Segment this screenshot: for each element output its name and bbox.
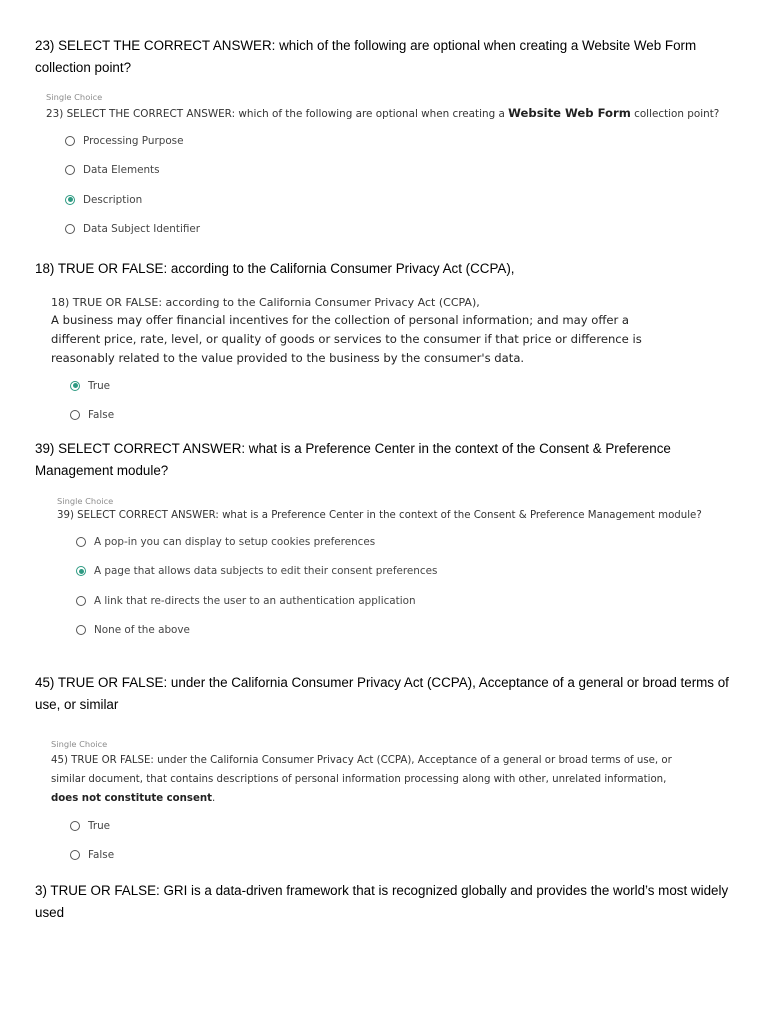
option-link-redirect[interactable] <box>76 586 737 616</box>
question-3-heading: 3) TRUE OR FALSE: GRI is a data-driven framework that is recognized globally and provides the world’s most widely used <box>35 883 729 920</box>
question-23-text: 23) SELECT THE CORRECT ANSWER: which of the following are optional when creating a Website Web Form collection point? <box>46 106 720 120</box>
radio-icon[interactable] <box>76 625 86 635</box>
question-45-heading: 45) TRUE OR FALSE: under the California Consumer Privacy Act (CCPA), Acceptance of a general or broad terms of use, or similar <box>35 675 729 712</box>
question-23-options <box>65 126 736 244</box>
option-data-elements[interactable] <box>65 156 736 186</box>
radio-icon[interactable] <box>65 224 75 234</box>
option-data-subject-identifier[interactable] <box>65 215 736 245</box>
question-39-options <box>76 527 737 645</box>
option-label: True <box>88 819 111 832</box>
radio-selected-icon[interactable] <box>65 195 75 205</box>
question-39-heading: 39) SELECT CORRECT ANSWER: what is a Preference Center in the context of the Consent & Preference Management module? <box>35 441 671 478</box>
option-true[interactable] <box>70 811 691 841</box>
question-39-screenshot <box>57 496 737 645</box>
radio-icon[interactable] <box>70 850 80 860</box>
option-false[interactable] <box>70 841 691 871</box>
single-choice-label: Single Choice <box>57 496 114 506</box>
option-false[interactable] <box>70 401 681 431</box>
option-label: False <box>88 409 115 422</box>
radio-icon[interactable] <box>70 821 80 831</box>
option-label: Description <box>83 193 143 206</box>
radio-icon[interactable] <box>70 410 80 420</box>
option-label: Data Subject Identifier <box>83 223 201 236</box>
question-18-body: A business may offer financial incentives for the collection of personal information; and may offer a different price, rate, level, or quality of goods or services to the consumer if that price or difference is reasonably related to the value provided to the business by the consumer's data. <box>51 313 642 365</box>
option-label: None of the above <box>94 624 190 637</box>
radio-icon[interactable] <box>65 136 75 146</box>
question-45-text: 45) TRUE OR FALSE: under the California Consumer Privacy Act (CCPA), Acceptance of a general or broad terms of use, or similar document, that contains descriptions of personal information processing along with other, unrelated information, does not constitute consent. <box>51 755 672 804</box>
question-18-heading: 18) TRUE OR FALSE: according to the California Consumer Privacy Act (CCPA), <box>35 261 515 276</box>
option-none-of-the-above[interactable] <box>76 616 737 646</box>
option-true[interactable] <box>70 371 681 401</box>
option-label: A link that re-directs the user to an authentication application <box>94 594 416 607</box>
option-label: Processing Purpose <box>83 134 184 147</box>
option-label: True <box>88 379 111 392</box>
question-39-text: 39) SELECT CORRECT ANSWER: what is a Preference Center in the context of the Consent & Preference Management module? <box>57 510 702 521</box>
radio-selected-icon[interactable] <box>76 566 86 576</box>
option-label: A page that allows data subjects to edit their consent preferences <box>94 565 438 578</box>
question-23-heading: 23) SELECT THE CORRECT ANSWER: which of the following are optional when creating a Website Web Form collection point? <box>35 38 697 75</box>
option-processing-purpose[interactable] <box>65 126 736 156</box>
radio-selected-icon[interactable] <box>70 381 80 391</box>
single-choice-label: Single Choice <box>46 92 103 102</box>
radio-icon[interactable] <box>76 596 86 606</box>
question-18-intro: 18) TRUE OR FALSE: according to the California Consumer Privacy Act (CCPA), <box>51 296 480 309</box>
option-label: A pop-in you can display to setup cookies preferences <box>94 535 376 548</box>
question-45-options <box>70 811 691 870</box>
question-18-options <box>70 371 681 430</box>
option-description[interactable] <box>65 185 736 215</box>
does-not-constitute-consent-emphasis: does not constitute consent <box>51 793 213 804</box>
option-label: Data Elements <box>83 164 160 177</box>
radio-icon[interactable] <box>65 165 75 175</box>
option-pop-in[interactable] <box>76 527 737 557</box>
website-web-form-emphasis: Website Web Form <box>508 106 631 120</box>
option-page-edit-consent[interactable] <box>76 557 737 587</box>
option-label: False <box>88 849 115 862</box>
question-23-screenshot <box>46 92 736 244</box>
radio-icon[interactable] <box>76 537 86 547</box>
question-45-screenshot <box>51 739 691 870</box>
question-18-screenshot <box>51 294 681 430</box>
single-choice-label: Single Choice <box>51 739 108 749</box>
